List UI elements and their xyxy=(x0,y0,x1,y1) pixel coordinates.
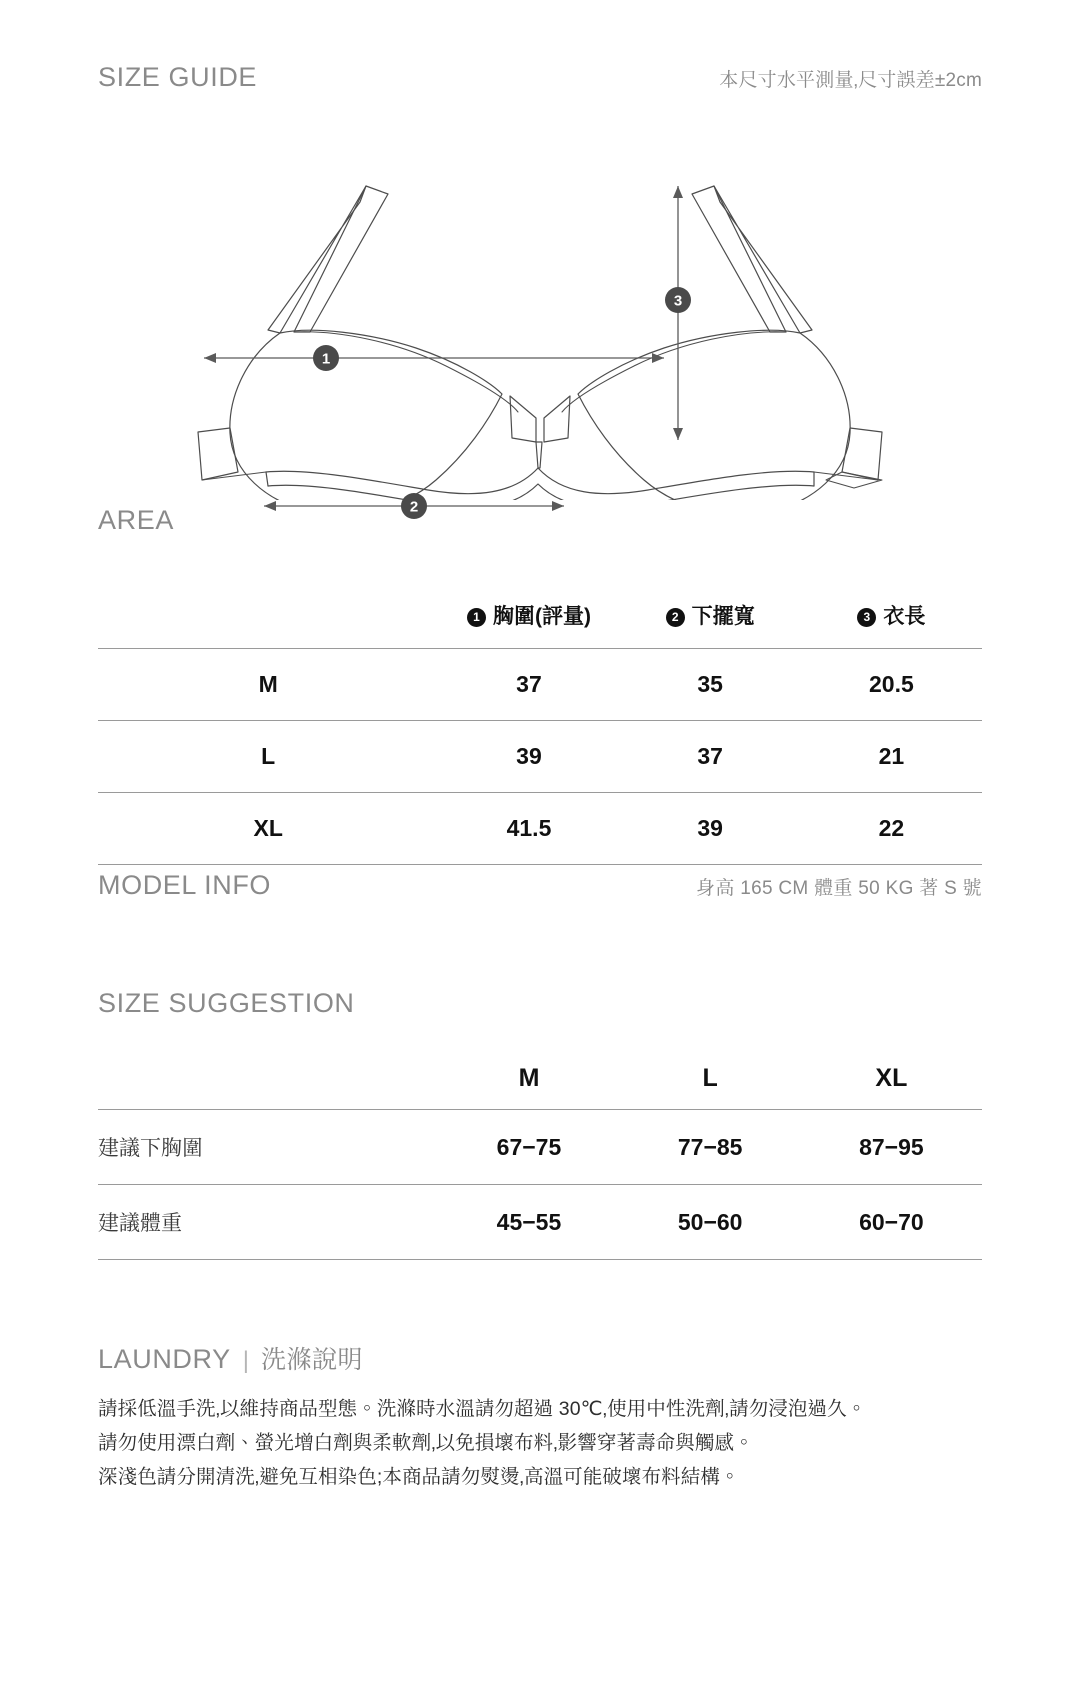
area-col-hem-label: 下擺寬 xyxy=(691,605,755,628)
area-row-size: XL xyxy=(98,793,438,865)
bullet-2-icon: 2 xyxy=(666,608,685,627)
table-row xyxy=(98,649,982,721)
page-title: SIZE GUIDE xyxy=(98,62,258,92)
area-heading: AREA xyxy=(98,505,174,535)
suggestion-cell-l: 77−85 xyxy=(620,1110,801,1185)
left-strap-inner xyxy=(294,186,388,332)
area-cell-hem: 39 xyxy=(620,793,801,865)
suggestion-cell-m: 45−55 xyxy=(438,1185,619,1260)
size-suggestion-heading: SIZE SUGGESTION xyxy=(98,988,355,1018)
suggestion-cell-l: 50−60 xyxy=(620,1185,801,1260)
bra-technical-drawing-svg xyxy=(98,150,982,500)
laundry-heading-cn: 洗滌說明 xyxy=(260,1346,363,1374)
laundry-line: 請勿使用漂白劑、螢光增白劑與柔軟劑‚以免損壞布料‚影響穿著壽命與觸感。 xyxy=(98,1432,754,1454)
bullet-1-icon: 1 xyxy=(467,608,486,627)
area-col-bust xyxy=(438,600,619,649)
table-row xyxy=(98,793,982,865)
suggestion-row-label: 建議下胸圍 xyxy=(98,1110,438,1185)
table-row xyxy=(98,721,982,793)
center-gore-right xyxy=(544,396,570,442)
suggestion-cell-xl: 87−95 xyxy=(801,1110,982,1185)
laundry-line: 請採低溫手洗‚以維持商品型態。洗滌時水溫請勿超過 30℃‚使用中性洗劑‚請勿浸泡過久。 xyxy=(98,1398,867,1420)
measure-marker-3-label: 3 xyxy=(673,292,683,310)
size-suggestion-table xyxy=(98,1050,982,1260)
suggestion-row-label: 建議體重 xyxy=(98,1185,438,1260)
left-cup-seam xyxy=(294,332,518,412)
model-info-heading: MODEL INFO xyxy=(98,870,272,900)
right-strap-inner xyxy=(692,186,786,332)
right-hook-tab xyxy=(842,428,882,480)
suggestion-cell-xl: 60−70 xyxy=(801,1185,982,1260)
area-cell-hem: 37 xyxy=(620,721,801,793)
area-row-size: L xyxy=(98,721,438,793)
area-cell-length: 21 xyxy=(801,721,982,793)
measurement-tolerance-note: 本尺寸水平測量‚尺寸誤差±2cm xyxy=(719,70,982,91)
right-cup-seam xyxy=(562,332,786,412)
area-row-size: M xyxy=(98,649,438,721)
measure-line-2 xyxy=(264,493,564,519)
area-col-length-label: 衣長 xyxy=(883,605,926,628)
measure-3-arrow-bottom xyxy=(673,428,683,440)
suggestion-col-label xyxy=(98,1050,438,1110)
measure-line-1 xyxy=(204,345,664,371)
area-col-hem xyxy=(620,600,801,649)
measure-2-arrow-right xyxy=(552,501,564,511)
area-col-length xyxy=(801,600,982,649)
measure-1-arrow-left xyxy=(204,353,216,363)
laundry-heading xyxy=(98,1340,363,1376)
table-row xyxy=(98,1110,982,1185)
center-gore-bridge xyxy=(536,442,542,468)
left-cup xyxy=(230,330,502,500)
measure-2-arrow-left xyxy=(264,501,276,511)
suggestion-col-xl: XL xyxy=(875,1064,908,1092)
measure-line-2-svg xyxy=(98,488,982,528)
measure-line-3 xyxy=(665,186,691,440)
right-cup xyxy=(578,330,850,500)
measure-3-arrow-top xyxy=(673,186,683,198)
bullet-3-icon: 3 xyxy=(857,608,876,627)
area-cell-length: 22 xyxy=(801,793,982,865)
suggestion-cell-m: 67−75 xyxy=(438,1110,619,1185)
center-gore-left xyxy=(510,396,536,442)
area-cell-bust: 39 xyxy=(438,721,619,793)
area-col-bust-label: 胸圍(評量) xyxy=(492,605,591,628)
size-guide-header xyxy=(98,62,982,106)
table-row xyxy=(98,1185,982,1260)
underband-left-cap xyxy=(266,472,268,486)
model-info-value: 身高 165 CM 體重 50 KG 著 S 號 xyxy=(696,878,982,899)
measure-marker-1-label: 1 xyxy=(321,350,331,368)
model-info-section xyxy=(98,870,982,914)
suggestion-col-l: L xyxy=(702,1064,718,1092)
area-table-header-row xyxy=(98,600,982,649)
laundry-heading-en: LAUNDRY xyxy=(98,1344,231,1374)
area-cell-length: 20.5 xyxy=(801,649,982,721)
laundry-line: 深淺色請分開清洗‚避免互相染色;本商品請勿熨燙‚高溫可能破壞布料結構。 xyxy=(98,1466,740,1488)
area-cell-bust: 41.5 xyxy=(438,793,619,865)
suggestion-table-header-row xyxy=(98,1050,982,1110)
laundry-instructions xyxy=(98,1392,958,1494)
laundry-separator: | xyxy=(242,1347,249,1374)
measure-1-arrow-right xyxy=(652,353,664,363)
area-measurements-table xyxy=(98,600,982,865)
measure-marker-2-label: 2 xyxy=(409,498,419,516)
suggestion-col-m: M xyxy=(518,1064,540,1092)
area-col-size xyxy=(98,600,438,649)
area-cell-bust: 37 xyxy=(438,649,619,721)
left-hook-tab xyxy=(198,428,238,480)
bra-diagram xyxy=(98,150,982,516)
area-cell-hem: 35 xyxy=(620,649,801,721)
